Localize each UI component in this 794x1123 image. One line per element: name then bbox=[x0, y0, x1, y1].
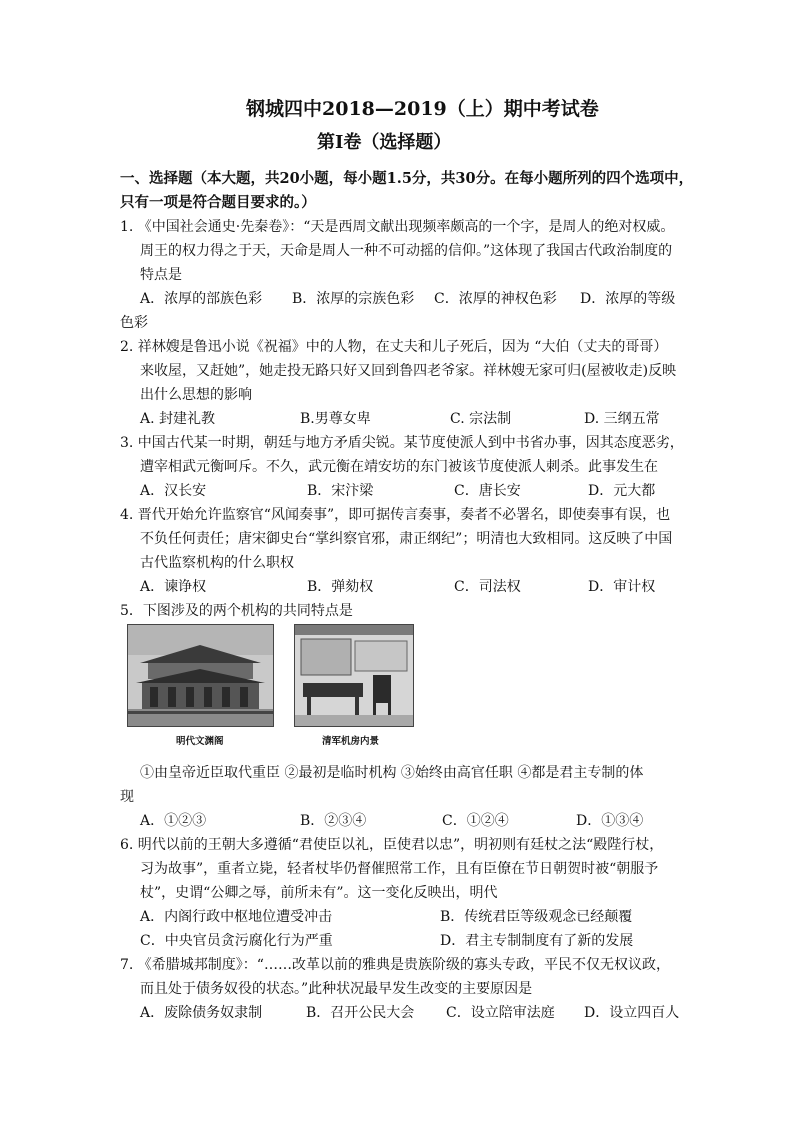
q5-option-d: D．①③④ bbox=[576, 813, 644, 829]
photo-junjichu-interior bbox=[294, 624, 414, 727]
q6-stem-line2: 习为故事”，重者立毙，轻者杖毕仍督催照常工作，且有臣僚在节日朝贺时被“朝服予 bbox=[140, 861, 659, 877]
q1-option-c: C．浓厚的神权色彩 bbox=[434, 291, 557, 307]
photo-caption-2: 清军机房内景 bbox=[322, 736, 380, 747]
q1-option-d-wrap: 色彩 bbox=[120, 315, 148, 331]
q3-option-a: A．汉长安 bbox=[140, 483, 207, 499]
q6-option-b: B．传统君臣等级观念已经颠覆 bbox=[440, 909, 633, 925]
q7-stem-line1: 7. 《希腊城邦制度》：“……改革以前的雅典是贵族阶级的寡头专政，平民不仅无权议政， bbox=[120, 957, 670, 973]
q1-option-b: B．浓厚的宗族色彩 bbox=[292, 291, 415, 307]
interior-illustration bbox=[295, 625, 413, 726]
q5-option-c: C．①②④ bbox=[442, 813, 509, 829]
page-title: 钢城四中2018—2019（上）期中考试卷 bbox=[246, 98, 599, 120]
q1-stem-line3: 特点是 bbox=[140, 267, 182, 283]
q5-stem-line2: ①由皇帝近臣取代重臣 ②最初是临时机构 ③始终由高官任职 ④都是君主专制的体 bbox=[140, 765, 644, 781]
q7-option-d: D．设立四百人 bbox=[584, 1005, 680, 1021]
q4-option-b: B．弹劾权 bbox=[307, 579, 374, 595]
photo-wenyuan-pavilion bbox=[127, 624, 274, 727]
q2-option-b: B.男尊女卑 bbox=[300, 411, 371, 427]
q4-option-c: C．司法权 bbox=[454, 579, 521, 595]
q6-stem-line3: 杖”，史谓“公卿之辱，前所未有”。这一变化反映出，明代 bbox=[140, 885, 498, 901]
q3-option-b: B．宋汴梁 bbox=[307, 483, 374, 499]
q4-stem-line3: 古代监察机构的什么职权 bbox=[140, 555, 294, 571]
q5-option-b: B．②③④ bbox=[300, 813, 367, 829]
q2-option-a: A. 封建礼教 bbox=[140, 411, 216, 427]
part-title: 第Ⅰ卷（选择题） bbox=[317, 132, 452, 153]
q1-stem-line1: 1. 《中国社会通史·先秦卷》：“天是西周文献出现频率颇高的一个字，是周人的绝对权威。 bbox=[120, 219, 675, 235]
q5-stem-wrap: 现 bbox=[120, 789, 134, 805]
q5-stem-line1: 5．下图涉及的两个机构的共同特点是 bbox=[120, 603, 353, 619]
q4-stem-line1: 4. 晋代开始允许监察官“风闻奏事”，即可据传言奏事，奏者不必署名，即使奏事有误，也 bbox=[120, 507, 671, 523]
q7-option-b: B．召开公民大会 bbox=[306, 1005, 415, 1021]
q3-stem-line2: 遭宰相武元衡呵斥。不久，武元衡在靖安坊的东门被该节度使派人刺杀。此事发生在 bbox=[140, 459, 658, 475]
q3-option-d: D．元大都 bbox=[588, 483, 656, 499]
q7-stem-line2: 而且处于债务奴役的状态。”此种状况最早发生改变的主要原因是 bbox=[140, 981, 533, 997]
q3-option-c: C．唐长安 bbox=[454, 483, 521, 499]
q2-stem-line3: 出什么思想的影响 bbox=[140, 387, 252, 403]
q7-option-c: C．设立陪审法庭 bbox=[446, 1005, 555, 1021]
photo-caption-1: 明代文渊阁 bbox=[176, 736, 224, 747]
section-heading-line1: 一、选择题（本大题，共20小题，每小题1.5分，共30分。在每小题所列的四个选项中， bbox=[120, 170, 694, 187]
q1-stem-line2: 周王的权力得之于天，天命是周人一种不可动摇的信仰。”这体现了我国古代政治制度的 bbox=[140, 243, 673, 259]
section-heading-line2: 只有一项是符合题目要求的。） bbox=[120, 194, 316, 211]
q6-option-d: D．君主专制制度有了新的发展 bbox=[440, 933, 634, 949]
q4-option-d: D．审计权 bbox=[588, 579, 656, 595]
q1-option-d: D．浓厚的等级 bbox=[580, 291, 676, 307]
q5-option-a: A．①②③ bbox=[140, 813, 207, 829]
q7-option-a: A．废除债务奴隶制 bbox=[140, 1005, 263, 1021]
q1-option-a: A．浓厚的部族色彩 bbox=[140, 291, 263, 307]
q2-stem-line2: 来收屋，又赶她”，她走投无路只好又回到鲁四老爷家。祥林嫂无家可归(屋被收走)反映 bbox=[140, 363, 677, 379]
q6-option-a: A．内阁行政中枢地位遭受冲击 bbox=[140, 909, 333, 925]
pavilion-illustration bbox=[128, 625, 273, 726]
q6-stem-line1: 6. 明代以前的王朝大多遵循“君使臣以礼，臣使君以忠”，明初则有廷杖之法“殿陛行杖， bbox=[120, 837, 664, 853]
q4-stem-line2: 不负任何责任；唐宋御史台“掌纠察官邪，肃正纲纪”；明清也大致相同。这反映了中国 bbox=[140, 531, 673, 547]
q3-stem-line1: 3. 中国古代某一时期，朝廷与地方矛盾尖锐。某节度使派人到中书省办事，因其态度恶劣， bbox=[120, 435, 684, 451]
q2-option-c: C. 宗法制 bbox=[450, 411, 512, 427]
q2-option-d: D. 三纲五常 bbox=[584, 411, 660, 427]
q4-option-a: A．谏诤权 bbox=[140, 579, 207, 595]
q6-option-c: C．中央官员贪污腐化行为严重 bbox=[140, 933, 333, 949]
q2-stem-line1: 2. 祥林嫂是鲁迅小说《祝福》中的人物，在丈夫和儿子死后，因为 “大伯（丈夫的哥哥） bbox=[120, 339, 668, 355]
